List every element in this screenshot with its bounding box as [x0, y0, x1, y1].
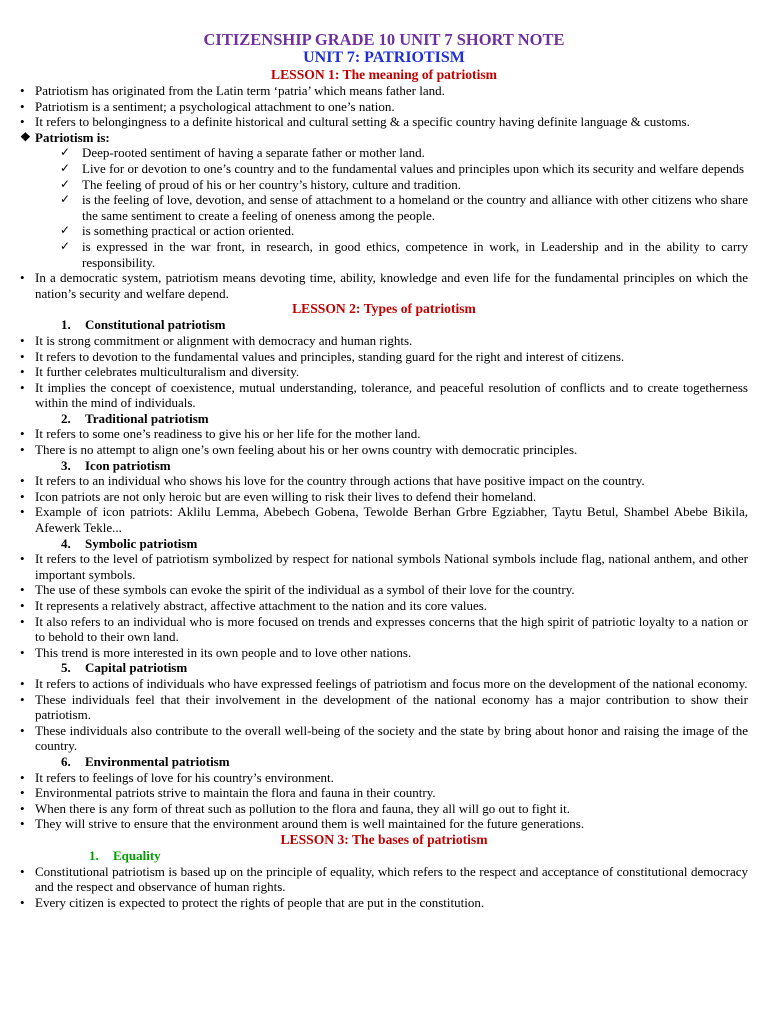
subheading-capital-patriotism — [20, 660, 748, 676]
symbolic-patriotism-list — [20, 551, 748, 660]
subheading-environmental-patriotism — [20, 754, 748, 770]
subheading-number: 5. — [61, 660, 71, 676]
checkmark-icon: ✓ — [60, 223, 71, 238]
subheading-symbolic-patriotism — [20, 536, 748, 552]
lesson-2-heading: LESSON 2: Types of patriotism — [292, 301, 476, 317]
lesson-1-heading: LESSON 1: The meaning of patriotism — [271, 67, 497, 82]
bullet-item: • It represents a relatively abstract, affective attachment to the nation and its core values. — [20, 598, 748, 614]
subheading-label: Environmental patriotism — [85, 753, 230, 769]
check-item — [60, 145, 748, 161]
bullet-item: • It also refers to an individual who is more focused on trends and expresses concerns that the high spirit of patriotic loyalty to a nation or to behold to their own land. — [20, 614, 748, 645]
patriotism-is-label: Patriotism is: — [35, 129, 110, 145]
subheading-label: Symbolic patriotism — [85, 535, 198, 551]
bullet-item: • There is no attempt to align one’s own feeling about his or her owns country with democratic principles. — [20, 442, 748, 458]
subheading-label: Traditional patriotism — [85, 410, 209, 426]
constitutional-patriotism-list — [20, 333, 748, 411]
checkmark-icon: ✓ — [60, 145, 71, 160]
check-item-text: is expressed in the war front, in research, in good ethics, competence in work, in Leadership and in the ability to carry responsibility. — [82, 238, 748, 270]
patriotism-is-heading — [20, 130, 748, 146]
subheading-number: 6. — [61, 753, 71, 769]
equality-list — [20, 864, 748, 911]
bullet-item: • Icon patriots are not only heroic but are even willing to risk their lives to defend their homeland. — [20, 489, 748, 505]
subheading-number: 4. — [61, 535, 71, 551]
bullet-item: • These individuals feel that their involvement in the development of the national economy has a major contribution to show their patriotism. — [20, 692, 748, 723]
lesson-1-bullet-list — [20, 83, 748, 130]
environmental-patriotism-list — [20, 770, 748, 832]
bullet-item: • Environmental patriots strive to maintain the flora and fauna in their country. — [20, 785, 748, 801]
checkmark-icon: ✓ — [60, 176, 71, 191]
subheading-constitutional-patriotism — [20, 317, 748, 333]
bullet-item: • Example of icon patriots: Aklilu Lemma, Abebech Gobena, Tewolde Berhan Grbre Egziabher, Taytu Betul, Shambel Abebe Bikila, Afewerk Tekle... — [20, 504, 748, 535]
bullet-item: • It refers to the level of patriotism symbolized by respect for national symbols National symbols include flag, national anthem, and other important symbols. — [20, 551, 748, 582]
document-title: CITIZENSHIP GRADE 10 UNIT 7 SHORT NOTE — [203, 30, 565, 49]
check-item — [60, 161, 748, 177]
bullet-item: • Patriotism is a sentiment; a psychological attachment to one’s nation. — [20, 99, 748, 115]
bullet-item: • When there is any form of threat such as pollution to the flora and fauna, they all will go out to fight it. — [20, 801, 748, 817]
lesson-1-final-list — [20, 270, 748, 301]
check-item-text: is something practical or action oriented. — [82, 223, 295, 239]
unit-heading: UNIT 7: PATRIOTISM — [303, 49, 465, 66]
checkmark-icon: ✓ — [60, 160, 71, 175]
subheading-label: Equality — [113, 847, 161, 863]
check-item — [60, 177, 748, 193]
bullet-item: • It refers to belongingness to a definite historical and cultural setting & a specific country having definite language & customs. — [20, 114, 748, 130]
bullet-item: • It refers to some one’s readiness to give his or her life for the mother land. — [20, 426, 748, 442]
subheading-label: Icon patriotism — [85, 457, 171, 473]
subheading-number: 2. — [61, 410, 71, 426]
subheading-icon-patriotism — [20, 458, 748, 474]
check-item-text: Live for or devotion to one’s country and to the fundamental values and principles upon which its security and welfare depends — [82, 160, 745, 176]
bullet-item: • It refers to devotion to the fundamental values and principles, standing guard for the right and interest of citizens. — [20, 349, 748, 365]
icon-patriotism-list — [20, 473, 748, 535]
bullet-item: • The use of these symbols can evoke the spirit of the individual as a symbol of their love for the country. — [20, 582, 748, 598]
capital-patriotism-list — [20, 676, 748, 754]
lesson-3-heading: LESSON 3: The bases of patriotism — [280, 831, 488, 847]
subheading-number: 1. — [89, 847, 99, 863]
subheading-equality — [20, 848, 748, 864]
bullet-item: • Every citizen is expected to protect the rights of people that are put in the constitution. — [20, 895, 748, 911]
patriotism-is-checklist — [20, 145, 748, 270]
bullet-item: • This trend is more interested in its own people and to love other nations. — [20, 645, 748, 661]
subheading-traditional-patriotism — [20, 411, 748, 427]
check-item — [60, 239, 748, 270]
checkmark-icon: ✓ — [60, 192, 71, 207]
bullet-item: • It refers to an individual who shows his love for the country through actions that have positive impact on the country. — [20, 473, 748, 489]
bullet-item: • It is strong commitment or alignment with democracy and human rights. — [20, 333, 748, 349]
subheading-label: Constitutional patriotism — [85, 317, 226, 333]
checkmark-icon: ✓ — [60, 238, 71, 253]
bullet-item: • It implies the concept of coexistence, mutual understanding, tolerance, and peaceful resolution of conflicts and to create togetherness within the mind of individuals. — [20, 380, 748, 411]
check-item — [60, 223, 748, 239]
check-item-text: The feeling of proud of his or her country’s history, culture and tradition. — [82, 176, 461, 192]
bullet-item: • They will strive to ensure that the environment around them is well maintained for the future generations. — [20, 816, 748, 832]
bullet-item: • Constitutional patriotism is based up on the principle of equality, which refers to the respect and acceptance of constitutional democracy and the respect and observance of human rights. — [20, 864, 748, 895]
bullet-item: • It further celebrates multiculturalism and diversity. — [20, 364, 748, 380]
bullet-item: • These individuals also contribute to the overall well-being of the society and the state by bring about honor and raising the image of the country. — [20, 723, 748, 754]
bullet-item: • It refers to actions of individuals who have expressed feelings of patriotism and focus more on the development of the national economy. — [20, 676, 748, 692]
check-item — [60, 192, 748, 223]
check-item-text: is the feeling of love, devotion, and sense of attachment to a homeland or the country and alliance with other citizens who share the same sentiment to create a feeling of oneness among the people. — [82, 192, 748, 223]
bullet-item: • In a democratic system, patriotism means devoting time, ability, knowledge and even life for the fundamental principles on which the nation’s security and welfare depend. — [20, 270, 748, 301]
traditional-patriotism-list — [20, 426, 748, 457]
subheading-number: 3. — [61, 457, 71, 473]
bullet-item: • It refers to feelings of love for his country’s environment. — [20, 770, 748, 786]
subheading-label: Capital patriotism — [85, 660, 188, 676]
diamond-bullet-icon: ❖ — [20, 129, 31, 144]
check-item-text: Deep-rooted sentiment of having a separate father or mother land. — [82, 145, 425, 161]
subheading-number: 1. — [61, 317, 71, 333]
bullet-item: • Patriotism has originated from the Latin term ‘patria’ which means father land. — [20, 83, 748, 99]
